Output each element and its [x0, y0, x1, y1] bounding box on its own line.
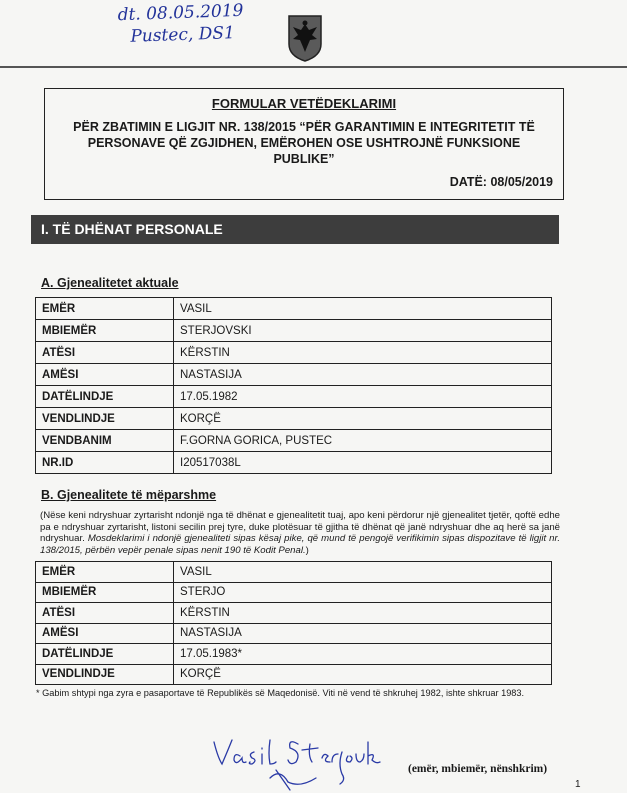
field-label: VENDBANIM [36, 430, 174, 452]
field-label: AMËSI [36, 623, 174, 644]
table-row [36, 430, 552, 452]
form-title: FORMULAR VETËDEKLARIMI [211, 96, 397, 111]
field-label: DATËLINDJE [36, 386, 174, 408]
table-row [36, 582, 552, 603]
field-value: 17.05.1982 [174, 386, 552, 408]
field-label: ATËSI [36, 603, 174, 624]
field-label: MBIEMËR [36, 582, 174, 603]
previous-identity-instructions [40, 510, 560, 556]
handwritten-note-line2: Pustec, DS1 [130, 23, 236, 47]
section-personal-data-bar: I. TË DHËNAT PERSONALE [31, 215, 559, 244]
field-value: STERJO [174, 582, 552, 603]
field-label: VENDLINDJE [36, 664, 174, 685]
table-row [36, 342, 552, 364]
table-row [36, 603, 552, 624]
instructions-warning: Mosdeklarimi i ndonjë gjenealiteti sipas kësaj pike, që mund të pengojë verifikimin sipas dispozitave të ligjit nr. 138/2015, përbën vepër penale sipas nenit 190 të Kodit Penal. [40, 533, 560, 556]
table-row [36, 298, 552, 320]
table-row [36, 562, 552, 583]
field-value: I20517038L [174, 452, 552, 474]
previous-identity-title: B. Gjenealitete të mëparshme [41, 488, 217, 502]
handwritten-note-line1: dt. 08.05.2019 [117, 0, 244, 26]
header-divider [0, 66, 627, 68]
field-value: KËRSTIN [174, 342, 552, 364]
instructions-text: (Nëse keni ndryshuar zyrtarisht ndonjë nga të dhënat e gjenealitetit tuaj, apo keni përdorur një gjenealitet tjetër, qoftë edhe pa e ndryshuar zyrtarisht, listoni secilin prej tyre, duke plotësuar të gjitha të dhënat që janë ndryshuar dhe aq herë sa janë ndryshuar. [40, 510, 560, 545]
field-value: VASIL [174, 298, 552, 320]
law-title: PËR ZBATIMIN E LIGJIT NR. 138/2015 “PËR GARANTIMIN E INTEGRITETIT TË PERSONAVE QË ZGJIDHEN, EMËROHEN OSE USHTROJNË FUNKSIONE PUBLIKE” [73, 120, 535, 166]
table-row [36, 364, 552, 386]
field-label: EMËR [36, 562, 174, 583]
field-value: VASIL [174, 562, 552, 583]
table-row [36, 408, 552, 430]
field-value: 17.05.1983* [174, 644, 552, 665]
signature-caption: (emër, mbiemër, nënshkrim) [408, 763, 548, 775]
field-value: STERJOVSKI [174, 320, 552, 342]
page-number: 1 [575, 779, 581, 790]
field-label: ATËSI [36, 342, 174, 364]
field-value: NASTASIJA [174, 364, 552, 386]
table-row [36, 644, 552, 665]
field-value: NASTASIJA [174, 623, 552, 644]
field-label: EMËR [36, 298, 174, 320]
table-row [36, 386, 552, 408]
instructions-close: ) [305, 544, 309, 556]
handwritten-signature [210, 734, 385, 792]
handwritten-date-note [117, 0, 244, 48]
field-value: KORÇË [174, 408, 552, 430]
field-value: KËRSTIN [174, 603, 552, 624]
previous-identity-table [35, 561, 552, 685]
current-identity-table [35, 297, 552, 474]
field-value: F.GORNA GORICA, PUSTEC [174, 430, 552, 452]
typo-footnote: * Gabim shtypi nga zyra e pasaportave të Republikës së Maqedonisë. Viti në vend të shkruhej 1982, ishte shkruar 1983. [36, 688, 525, 698]
field-label: VENDLINDJE [36, 408, 174, 430]
table-row [36, 623, 552, 644]
field-label: MBIEMËR [36, 320, 174, 342]
form-header-box [44, 88, 564, 200]
form-date: DATË: 08/05/2019 [449, 175, 553, 189]
field-value: KORÇË [174, 664, 552, 685]
table-row [36, 452, 552, 474]
table-row [36, 664, 552, 685]
current-identity-title: A. Gjenealitetet aktuale [41, 276, 179, 290]
field-label: AMËSI [36, 364, 174, 386]
field-label: NR.ID [36, 452, 174, 474]
albanian-eagle-emblem-icon [285, 14, 325, 62]
field-label: DATËLINDJE [36, 644, 174, 665]
table-row [36, 320, 552, 342]
